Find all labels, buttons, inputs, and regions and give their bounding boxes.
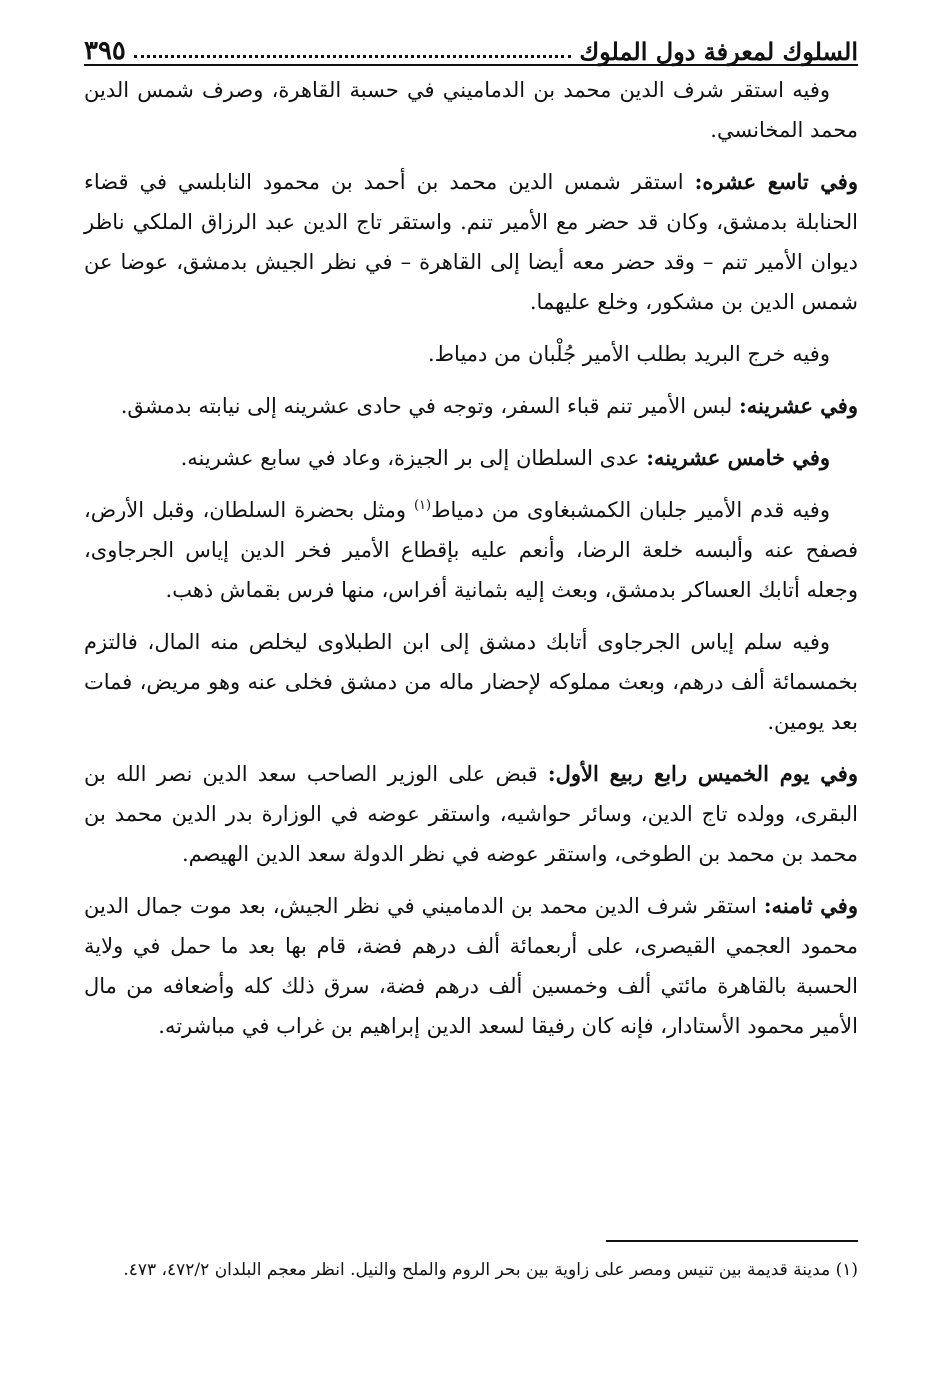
paragraph-lead: وفي تاسع عشره: — [694, 169, 858, 194]
paragraph-3 — [84, 334, 858, 374]
paragraph-8 — [84, 754, 858, 874]
paragraph-text: قبض على الوزير الصاحب سعد الدين نصر الله بن البقرى، وولده تاج الدين، وسائر حواشيه، واستقر عوضه في الوزارة بدر الدين محمد بن محمد بن محمد بن الطوخى، واستقر عوضه في نظر الدولة سعد الدين الهيصم. — [84, 762, 858, 866]
paragraph-lead: وفي خامس عشرينه: — [646, 445, 830, 470]
paragraph-text: وفيه استقر شرف الدين محمد بن الدماميني في حسبة القاهرة، وصرف شمس الدين محمد المخانسي. — [84, 78, 858, 142]
paragraph-text: استقر شمس الدين محمد بن أحمد بن محمود النابلسي في قضاء الحنابلة بدمشق، وكان قد حضر مع الأمير تنم. واستقر تاج الدين عبد الرزاق الملكي ناظر ديوان الأمير تنم – وقد حضر معه أيضا إلى القاهرة – في نظر الجيش بدمشق، عوضا عن شمس الدين بن مشكور، وخلع عليهما. — [84, 170, 858, 314]
paragraph-6 — [84, 490, 858, 610]
paragraph-lead: وفي عشرينه: — [738, 393, 858, 418]
paragraph-lead: وفي ثامنه: — [763, 893, 858, 918]
paragraph-text-continued: ومثل بحضرة السلطان، وقبل الأرض، فصفح عنه وألبسه خلعة الرضا، وأنعم عليه بإقطاع الأمير فخر الدين إياس الجرجاوى، وجعله أتابك العساكر بدمشق، وبعث إليه بثمانية أفراس، منها فرس بقماش ذهب. — [84, 498, 858, 602]
footnote-divider — [606, 1240, 858, 1242]
footnote-reference[interactable]: (١) — [413, 498, 432, 513]
paragraph-5 — [84, 438, 858, 478]
paragraph-text: وفيه سلم إياس الجرجاوى أتابك دمشق إلى ابن الطبلاوى ليخلص منه المال، فالتزم بخمسمائة ألف درهم، وبعث مملوكه لإحضار ماله من دمشق فخلى عنه وهو مريض، فمات بعد يومين. — [84, 630, 858, 734]
paragraph-1 — [84, 70, 858, 150]
paragraph-text: استقر شرف الدين محمد بن الدماميني في نظر الجيش، بعد موت جمال الدين محمود العجمي القيصرى، على أربعمائة ألف درهم فضة، قام بها بعد ما حمل في ولاية الحسبة بالقاهرة مائتي ألف وخمسين ألف درهم فضة، سرق ذلك كله وأضعافه من مال الأمير محمود الأستادار، فإنه كان رفيقا لسعد الدين إبراهيم بن غراب في مباشرته. — [84, 894, 858, 1038]
paragraph-9 — [84, 886, 858, 1046]
paragraph-lead: وفي يوم الخميس رابع ربيع الأول: — [547, 761, 858, 786]
page-number: ٣٩٥ — [84, 36, 126, 66]
paragraph-text: وفيه قدم الأمير جلبان الكمشبغاوى من دمياط — [431, 498, 830, 522]
main-text — [84, 70, 858, 1058]
running-header — [84, 24, 858, 66]
footnote-text: (١) مدينة قديمة بين تنيس ومصر على زاوية بين بحر الروم والملح والنيل. انظر معجم البلدان ٤٧٢/٢، ٤٧٣. — [123, 1260, 858, 1280]
paragraph-text: لبس الأمير تنم قباء السفر، وتوجه في حادى عشرينه إلى نيابته بدمشق. — [120, 394, 739, 418]
paragraph-4 — [84, 386, 858, 426]
paragraph-7 — [84, 622, 858, 742]
paragraph-2 — [84, 162, 858, 322]
paragraph-text: عدى السلطان إلى بر الجيزة، وعاد في سابع عشرينه. — [180, 446, 647, 470]
footnote — [84, 1252, 858, 1288]
header-dot-leader — [134, 54, 571, 58]
paragraph-text: وفيه خرج البريد بطلب الأمير جُلْبان من دمياط. — [427, 342, 830, 366]
book-title: السلوك لمعرفة دول الملوك — [579, 37, 858, 66]
